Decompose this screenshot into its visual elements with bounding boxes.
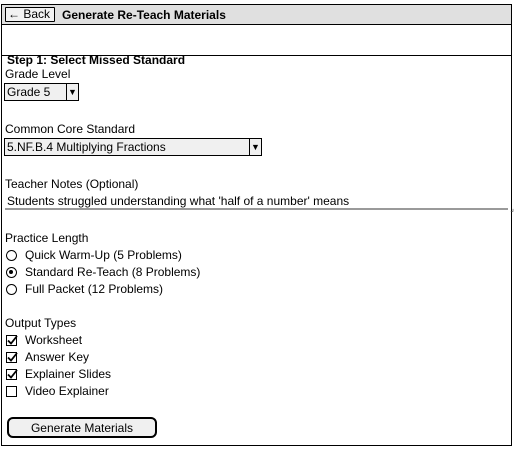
title-bar [2, 5, 511, 25]
radio-full-packet[interactable] [6, 282, 163, 296]
checkbox-worksheet[interactable] [6, 333, 82, 347]
teacher-notes-textarea[interactable]: Students struggled understanding what 'half of a number' means [5, 194, 508, 210]
checkbox-unchecked[interactable] [6, 386, 17, 397]
grade-select[interactable] [4, 83, 79, 101]
checkbox-checked[interactable] [6, 369, 17, 380]
output-types-label: Output Types [5, 316, 77, 330]
radio-label: Full Packet (12 Problems) [25, 282, 164, 296]
triangle-down-icon: ▼ [66, 84, 78, 100]
checkbox-checked[interactable] [6, 352, 17, 363]
radio-button[interactable] [6, 250, 17, 261]
checkbox-label: Video Explainer [25, 384, 109, 398]
radio-button-selected[interactable] [6, 267, 17, 278]
radio-button[interactable] [6, 284, 17, 295]
radio-quick-warmup[interactable] [6, 248, 182, 262]
checkbox-label: Answer Key [25, 350, 90, 364]
practice-length-label: Practice Length [5, 231, 89, 245]
checkbox-explainer-slides[interactable] [6, 367, 111, 381]
checkbox-label: Explainer Slides [25, 367, 112, 381]
generate-materials-button[interactable]: Generate Materials [7, 417, 157, 438]
radio-standard-reteach[interactable] [6, 265, 200, 279]
radio-label: Quick Warm-Up (5 Problems) [25, 248, 182, 262]
checkbox-video-explainer[interactable] [6, 384, 109, 398]
standard-select[interactable] [4, 138, 262, 156]
checkbox-label: Worksheet [25, 333, 83, 347]
triangle-down-icon: ▼ [249, 139, 261, 155]
radio-label: Standard Re-Teach (8 Problems) [25, 265, 201, 279]
standard-label: Common Core Standard [5, 122, 136, 136]
checkbox-answer-key[interactable] [6, 350, 89, 364]
grade-label: Grade Level [5, 67, 71, 81]
grade-select-value: Grade 5 [7, 85, 51, 99]
back-button[interactable]: ← Back [5, 7, 55, 22]
step-divider [2, 55, 511, 56]
step-title: Step 1: Select Missed Standard [7, 53, 186, 67]
standard-select-value: 5.NF.B.4 Multiplying Fractions [7, 140, 166, 154]
resize-handle-icon[interactable]: ⌟ [510, 204, 514, 213]
notes-label: Teacher Notes (Optional) [5, 177, 139, 191]
checkbox-checked[interactable] [6, 335, 17, 346]
page-title: Generate Re-Teach Materials [62, 7, 226, 22]
